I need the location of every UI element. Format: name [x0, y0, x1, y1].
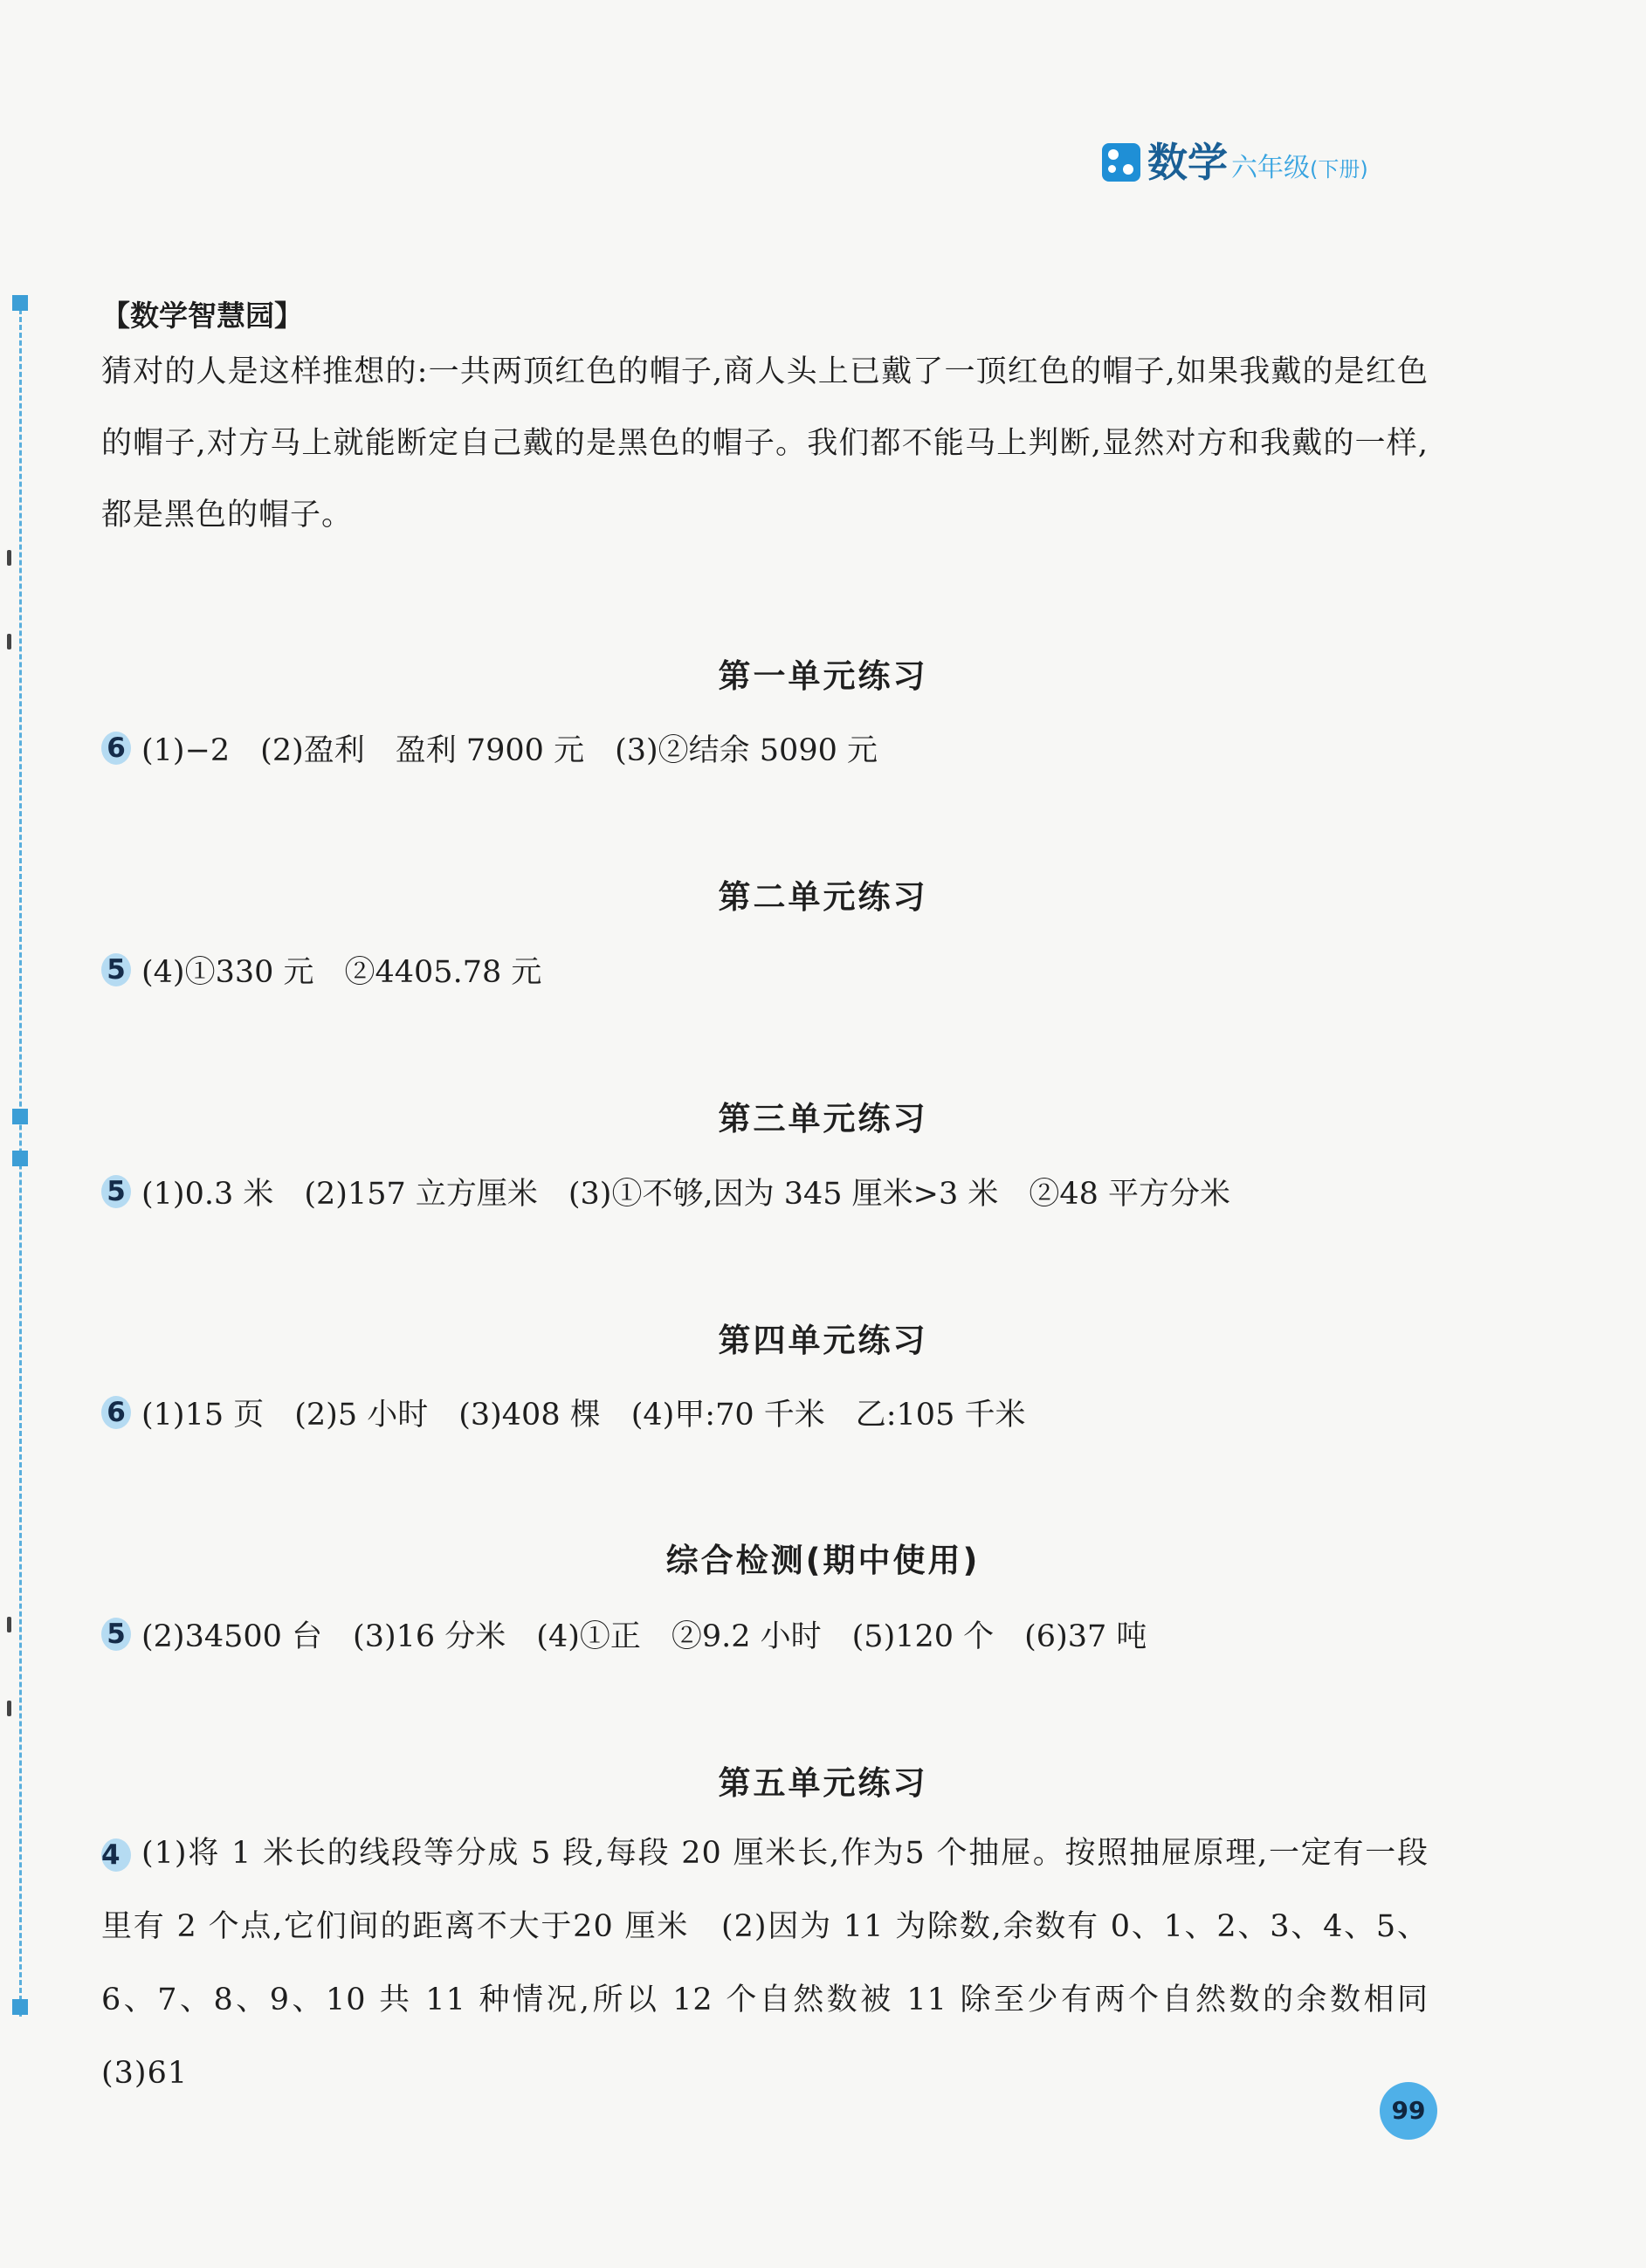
section-title: 第五单元练习: [718, 1764, 928, 1802]
book-header: [1102, 131, 1368, 189]
answer-line: [101, 726, 878, 770]
question-number-badge: 4: [101, 1838, 131, 1872]
question-number-badge: 5: [101, 1618, 131, 1651]
answer-line: [101, 1170, 1230, 1213]
binding-hole-mark: [7, 1617, 11, 1632]
question-number-badge: 5: [101, 953, 131, 986]
binding-hole-mark: [7, 634, 11, 649]
section-title: 第一单元练习: [718, 657, 928, 695]
grade-label: 年级: [1257, 153, 1310, 183]
binding-square-icon: [12, 1999, 28, 2015]
answer-line: [101, 1391, 1025, 1434]
answer-text: (1)−2 (2)盈利 盈利 7900 元 (3)②结余 5090 元: [141, 733, 878, 768]
answer-paragraph: [101, 1817, 1461, 2110]
question-number-badge: 5: [101, 1175, 131, 1208]
section-title: 第四单元练习: [718, 1322, 928, 1359]
binding-hole-mark: [7, 550, 11, 566]
wisdom-title: 【数学智慧园】: [101, 299, 303, 333]
section-title: 第二单元练习: [718, 878, 928, 916]
subject-title: 数学: [1147, 139, 1228, 186]
answer-text: (2)34500 台 (3)16 分米 (4)①正 ②9.2 小时 (5)120 个 (6)37 吨: [141, 1619, 1147, 1654]
answer-text: (1)0.3 米 (2)157 立方厘米 (3)①不够,因为 345 厘米>3 米 ②48 平方分米: [141, 1177, 1231, 1212]
answer-text: (1)将 1 米长的线段等分成 5 段,每段 20 厘米长,作为5 个抽屉。按照抽屉原理,一定有一段里有 2 个点,它们间的距离不大于20 厘米 (2)因为 11 为除数,余数有 0、1、2、3、4、5、6、7、8、9、10 共 11 种情况,所以 12 个自然数被 11 除至少有两个自然数的余数相同 (3)61: [101, 1836, 1461, 2091]
grade-mark: 六: [1231, 153, 1257, 183]
section-title: 综合检测(期中使用): [665, 1542, 981, 1579]
answer-line: [101, 948, 541, 992]
dice-logo-icon: [1102, 143, 1140, 182]
binding-hole-mark: [7, 1701, 11, 1716]
answer-text: (4)①330 元 ②4405.78 元: [141, 955, 542, 990]
question-number-badge: 6: [101, 732, 131, 765]
volume-label: (下册): [1310, 157, 1368, 182]
wisdom-paragraph: 猜对的人是这样推想的:一共两顶红色的帽子,商人头上已戴了一顶红色的帽子,如果我戴的是红色的帽子,对方马上就能断定自己戴的是黑色的帽子。我们都不能马上判断,显然对方和我戴的一样,都是黑色的帽子。: [101, 354, 1429, 533]
binding-square-icon: [12, 295, 28, 311]
section-title: 第三单元练习: [718, 1100, 928, 1137]
binding-square-icon: [12, 1151, 28, 1166]
question-number-badge: 6: [101, 1396, 131, 1429]
page-number-badge: 99: [1380, 2082, 1437, 2140]
wisdom-section: [101, 293, 1429, 551]
answer-line: [101, 1612, 1147, 1656]
answer-text: (1)15 页 (2)5 小时 (3)408 棵 (4)甲:70 千米 乙:105 千米: [141, 1398, 1026, 1433]
